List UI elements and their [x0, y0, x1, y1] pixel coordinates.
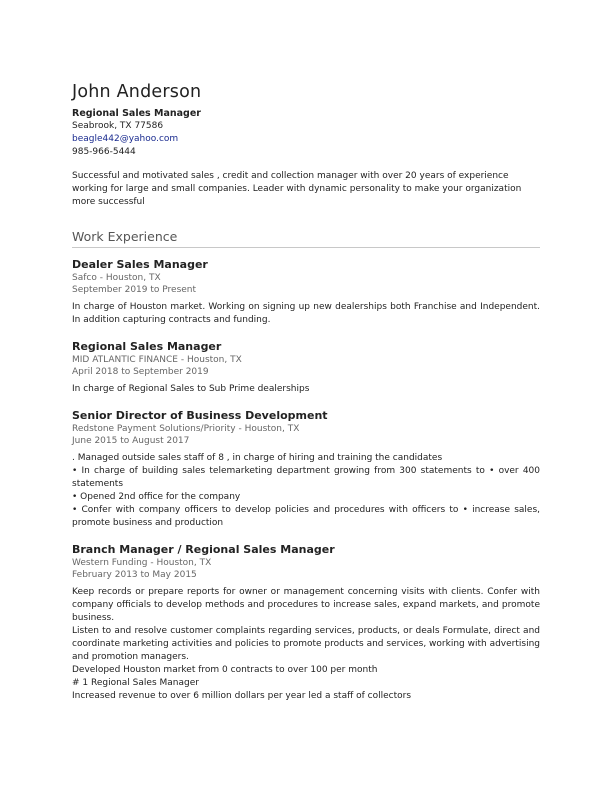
job-dates: April 2018 to September 2019 — [72, 367, 209, 377]
job-dates: February 2013 to May 2015 — [72, 570, 197, 580]
job-title: Regional Sales Manager — [72, 340, 222, 353]
job-description-line: # 1 Regional Sales Manager — [72, 678, 199, 688]
summary-text: Successful and motivated sales , credit and collection manager with over 20 years of experience working for large and small companies. Leader with dynamic personality to make your organization more successful — [72, 171, 522, 207]
job-company: Safco — [72, 273, 97, 283]
candidate-email[interactable]: beagle442@yahoo.com — [72, 134, 179, 144]
candidate-location: Seabrook, TX 77586 — [72, 121, 164, 131]
job-location: Houston, TX — [105, 273, 161, 283]
work-experience-heading: Work Experience — [72, 229, 540, 248]
job-company-location: Western Funding - Houston, TX — [72, 558, 212, 568]
job-title: Senior Director of Business Development — [72, 409, 328, 422]
job-location: Houston, TX — [186, 355, 242, 365]
resume-page — [72, 82, 540, 703]
job-location: Houston, TX — [156, 558, 212, 568]
job-company: Redstone Payment Solutions/Priority — [72, 424, 236, 434]
job-description-line: Listen to and resolve customer complaints regarding services, products, or deals Formulate, direct and coordinate marketing activities and policies to promote products and services, working with advertising and promotion managers. — [72, 626, 540, 662]
job-dates: June 2015 to August 2017 — [72, 436, 190, 446]
candidate-name: John Anderson — [72, 82, 202, 102]
job-company-location: Redstone Payment Solutions/Priority - Houston, TX — [72, 424, 300, 434]
job-entry — [72, 258, 540, 327]
resume-header — [72, 82, 540, 159]
job-description-line: In charge of Regional Sales to Sub Prime dealerships — [72, 384, 310, 394]
job-entry — [72, 340, 540, 396]
candidate-phone: 985-966-5444 — [72, 147, 136, 157]
job-company-location: Safco - Houston, TX — [72, 273, 161, 283]
job-description-line: • Opened 2nd office for the company — [72, 492, 241, 502]
candidate-title: Regional Sales Manager — [72, 108, 201, 119]
job-dates: September 2019 to Present — [72, 285, 197, 295]
job-description — [72, 301, 540, 327]
job-description-line: • In charge of building sales telemarketing department growing from 300 statements to • over 400 statements — [72, 466, 540, 489]
job-description-line: Increased revenue to over 6 million dollars per year led a staff of collectors — [72, 691, 412, 701]
work-experience-list — [72, 258, 540, 703]
job-description-line: . Managed outside sales staff of 8 , in charge of hiring and training the candidates — [72, 453, 443, 463]
job-description-line: • Confer with company officers to develop policies and procedures with officers to • increase sales, promote business and production — [72, 505, 540, 528]
job-company: MID ATLANTIC FINANCE — [72, 355, 178, 365]
job-entry — [72, 543, 540, 703]
job-description — [72, 383, 540, 396]
job-company: Western Funding — [72, 558, 148, 568]
job-description-line: In charge of Houston market. Working on signing up new dealerships both Franchise and Independent. In addition capturing contracts and funding. — [72, 302, 540, 325]
job-title: Dealer Sales Manager — [72, 258, 208, 271]
job-description-line: Keep records or prepare reports for owner or management concerning visits with clients. Confer with company officials to develop methods and procedures to increase sales, expand markets, and promote business. — [72, 587, 540, 623]
job-description — [72, 452, 540, 530]
job-description-line: Developed Houston market from 0 contracts to over 100 per month — [72, 665, 378, 675]
job-entry — [72, 409, 540, 530]
job-title: Branch Manager / Regional Sales Manager — [72, 543, 335, 556]
job-location: Houston, TX — [244, 424, 300, 434]
job-description — [72, 586, 540, 703]
job-company-location: MID ATLANTIC FINANCE - Houston, TX — [72, 355, 242, 365]
